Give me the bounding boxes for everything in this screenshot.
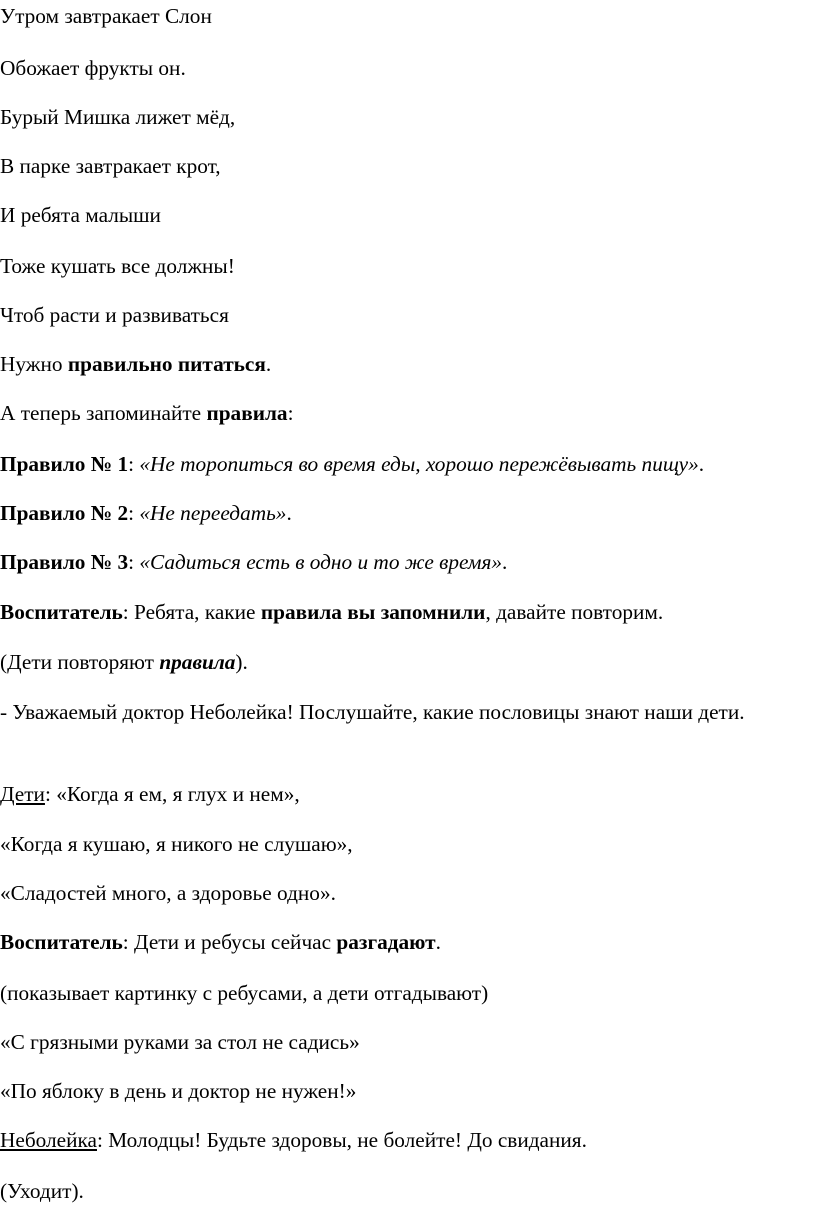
rules-intro-bold: правила: [206, 401, 288, 425]
poem-line-1: Утром завтракает Слон: [0, 4, 212, 28]
rule-1-sep: :: [128, 452, 140, 476]
rule-2-end: .: [286, 501, 292, 525]
poem-line-8: [0, 351, 271, 377]
rule-3-label: Правило № 3: [0, 550, 129, 574]
rebus-2: «По яблоку в день и доктор не нужен!»: [0, 1079, 357, 1103]
teacher-line-2: [0, 929, 441, 955]
rule-2-text: «Не переедать»: [139, 501, 287, 525]
rule-2-sep: :: [128, 501, 140, 525]
teacher-2-speaker: Воспитатель: [0, 930, 123, 954]
rules-intro-post: :: [287, 401, 294, 425]
rule-1: [0, 451, 704, 477]
rule-3-text: «Садиться есть в одно и то же время»: [139, 550, 503, 574]
rule-2-label: Правило № 2: [0, 501, 129, 525]
rule-3-sep: :: [128, 550, 140, 574]
teacher-1-bold: правила вы запомнили: [260, 600, 486, 624]
exit-line: (Уходит).: [0, 1179, 84, 1203]
rule-3-end: .: [502, 550, 508, 574]
rule-1-end: .: [698, 452, 705, 476]
poem-line-6: Тоже кушать все должны!: [0, 254, 235, 278]
kids-repeat-bold-italic: правила: [159, 650, 236, 674]
poem-line-4: В парке завтракает крот,: [0, 154, 221, 178]
teacher-2-pre: : Дети и ребусы сейчас: [122, 930, 337, 954]
stage-note: (показывает картинку с ребусами, а дети отгадывают): [0, 981, 489, 1005]
poem-line-7: Чтоб расти и развиваться: [0, 303, 229, 327]
poem-line-2: Обожает фрукты он.: [0, 56, 186, 80]
neboleyka-speaker: Неболейка: [0, 1128, 97, 1152]
kids-repeat-pre: (Дети повторяют: [0, 650, 160, 674]
proverb-2: «Когда я кушаю, я никого не слушаю»,: [0, 832, 353, 856]
kids-repeat-line: [0, 649, 248, 675]
neboleyka-text: : Молодцы! Будьте здоровы, не болейте! До свидания.: [97, 1128, 587, 1152]
neboleyka-line: [0, 1127, 587, 1153]
teacher-line-1: [0, 599, 663, 625]
kids-text: : «Когда я ем, я глух и нем»,: [44, 782, 300, 806]
rule-1-label: Правило № 1: [0, 452, 129, 476]
poem-line-5: И ребята малыши: [0, 203, 161, 227]
rule-1-text: «Не торопиться во время еды, хорошо пережёвывать пищу»: [139, 452, 699, 476]
kids-repeat-post: ).: [235, 650, 248, 674]
rules-intro: [0, 400, 294, 426]
kids-line: [0, 781, 300, 807]
proverb-3: «Сладостей много, а здоровье одно».: [0, 881, 336, 905]
kids-speaker: Дети: [0, 782, 45, 806]
poem-line-8-post: .: [265, 352, 272, 376]
rule-3: [0, 549, 507, 575]
teacher-2-bold: разгадают: [336, 930, 436, 954]
teacher-1-post: , давайте повторим.: [485, 600, 664, 624]
teacher-2-post: .: [435, 930, 441, 954]
rebus-1: «С грязными руками за стол не садись»: [0, 1030, 360, 1054]
doctor-address-paragraph: - Уважаемый доктор Неболейка! Послушайте, какие пословицы знают наши дети.: [0, 700, 745, 724]
teacher-1-pre: : Ребята, какие: [122, 600, 261, 624]
poem-line-8-pre: Нужно: [0, 352, 68, 376]
poem-line-3: Бурый Мишка лижет мёд,: [0, 105, 236, 129]
rules-intro-pre: А теперь запоминайте: [0, 401, 207, 425]
teacher-1-speaker: Воспитатель: [0, 600, 123, 624]
poem-line-8-bold: правильно питаться: [67, 352, 266, 376]
rule-2: [0, 500, 292, 526]
